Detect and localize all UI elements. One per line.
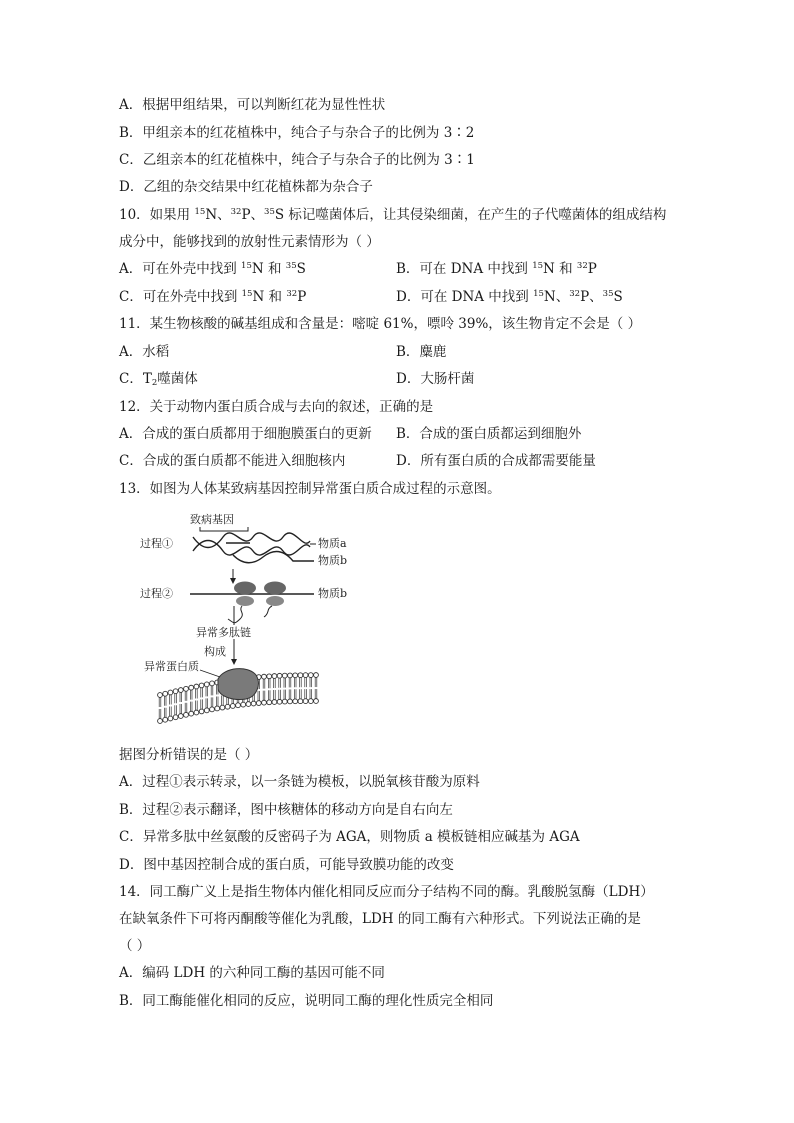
isotope-superscript: 15 [194, 207, 206, 217]
process2-label: 过程② [140, 587, 173, 600]
lipid-head [308, 673, 313, 678]
lipid-head [173, 689, 178, 694]
lipid-head [178, 688, 183, 693]
abnormal-protein-shape [218, 669, 258, 700]
lipid-head [277, 699, 282, 704]
q13-option-b: B．过程②表示翻译，图中核糖体的移动方向是自右向左 [119, 802, 453, 818]
option-text: C．可在外壳中找到 [119, 289, 242, 305]
lipid-head [178, 714, 183, 719]
isotope-superscript: 15 [532, 261, 544, 271]
lipid-head [314, 673, 319, 678]
lipid-head [168, 690, 173, 695]
q9-option-b: B．甲组亲本的红花植株中，纯合子与杂合子的比例为 3∶2 [119, 125, 475, 141]
q11-stem: 11．某生物核酸的碱基组成和含量是：嘧啶 61%，嘌呤 39%，该生物肯定不会是（ ） [119, 316, 642, 332]
option-text: S [613, 289, 623, 305]
lipid-head [277, 673, 282, 678]
lipid-head [194, 710, 199, 715]
q12-stem: 12．关于动物内蛋白质合成与去向的叙述，正确的是 [119, 399, 434, 415]
lipid-head [288, 699, 293, 704]
q10-option-c [119, 288, 306, 306]
gene-label: 致病基因 [190, 513, 234, 526]
lipid-head [303, 673, 308, 678]
option-text: P、 [580, 289, 603, 305]
q10-option-d [396, 288, 623, 306]
lipid-head [293, 699, 298, 704]
lipid-head [236, 703, 241, 708]
substance-b-label-2: 物质b [318, 587, 348, 600]
lipid-head [199, 683, 204, 688]
option-text: C．T [119, 371, 152, 387]
gene-expression-figure [138, 507, 368, 735]
q10-stem-line1 [119, 206, 666, 224]
lipid-head [293, 673, 298, 678]
isotope-superscript: 32 [230, 207, 242, 217]
lipid-head [225, 704, 230, 709]
lipid-head [298, 699, 303, 704]
isotope-superscript: 35 [602, 289, 614, 299]
lipid-head [189, 711, 194, 716]
q10-option-a [119, 260, 306, 278]
option-text: N 和 [251, 261, 286, 277]
lipid-head [272, 700, 277, 705]
q12-option-a: A．合成的蛋白质都用于细胞膜蛋白的更新 [119, 426, 372, 442]
dna-double-helix [193, 533, 310, 555]
q13-option-d: D．图中基因控制合成的蛋白质，可能导致膜功能的改变 [119, 857, 454, 873]
option-text: N 和 [252, 289, 287, 305]
isotope-superscript: 35 [285, 261, 297, 271]
lipid-head [241, 702, 246, 707]
q12-option-b: B．合成的蛋白质都运到细胞外 [396, 426, 582, 442]
substance-a-label: 物质a [318, 537, 347, 550]
arrow-head-icon [230, 578, 236, 584]
isotope-superscript: 15 [241, 261, 252, 271]
lipid-head [308, 699, 313, 704]
lipid-head [230, 704, 235, 709]
lipid-head [199, 709, 204, 714]
q9-option-d: D．乙组的杂交结果中红花植株都为杂合子 [119, 179, 373, 195]
lipid-head [163, 691, 168, 696]
lipid-head [204, 682, 209, 687]
lipid-head [267, 700, 272, 705]
option-text: 噬菌体 [157, 371, 198, 387]
option-text: P [297, 289, 307, 305]
peptide-chain [264, 606, 272, 617]
lipid-head [298, 673, 303, 678]
lipid-head [272, 674, 277, 679]
lipid-head [204, 708, 209, 713]
lipid-head [168, 716, 173, 721]
lipid-head [158, 719, 163, 724]
protein-leader [200, 670, 220, 677]
lipid-head [173, 715, 178, 720]
q14-option-b: B．同工酶能催化相同的反应，说明同工酶的理化性质完全相同 [119, 993, 494, 1009]
lipid-head [262, 700, 267, 705]
lipid-head [303, 699, 308, 704]
q11-option-d: D．大肠杆菌 [396, 371, 475, 387]
lipid-head [267, 674, 272, 679]
lipid-head [215, 706, 220, 711]
q14-stem-line2: 在缺氧条件下可将丙酮酸等催化为乳酸，LDH 的同工酶有六种形式。下列说法正确的是 [119, 911, 641, 927]
option-text: S [296, 261, 306, 277]
isotope-superscript: 32 [569, 289, 581, 299]
mrna-strand [233, 551, 314, 562]
lipid-head [314, 699, 319, 704]
option-text: P [587, 261, 597, 277]
lipid-head [194, 684, 199, 689]
lipid-head [220, 705, 225, 710]
q13-ask: 据图分析错误的是（ ） [119, 747, 259, 763]
peptide-chain [228, 606, 242, 623]
lipid-head [288, 673, 293, 678]
lipid-head [246, 702, 251, 707]
q11-option-a: A．水稻 [119, 344, 170, 360]
abnormal-protein-label: 异常蛋白质 [144, 660, 199, 673]
constitute-label: 构成 [204, 645, 226, 658]
q10-stem-line2: 成分中，能够找到的放射性元素情形为（ ） [119, 234, 380, 250]
lipid-head [210, 681, 215, 686]
isotope-superscript: 15 [533, 289, 544, 299]
q9-option-c: C．乙组亲本的红花植株中，纯合子与杂合子的比例为 3∶1 [119, 152, 475, 168]
lipid-head [262, 674, 267, 679]
lipid-head [210, 707, 215, 712]
isotope-superscript: 32 [286, 289, 298, 299]
option-text: N、 [543, 289, 570, 305]
gene-bracket [200, 527, 248, 531]
lipid-head [189, 685, 194, 690]
q14-stem-line3: （ ） [119, 938, 151, 954]
q10-stem-text: S 标记噬菌体后，让其侵染细菌，在产生的子代噬菌体的组成结构 [274, 207, 667, 223]
arrow-head-icon [231, 659, 237, 665]
option-text: A．可在外壳中找到 [119, 261, 242, 277]
isotope-superscript: 32 [576, 261, 588, 271]
q12-option-c: C．合成的蛋白质都不能进入细胞核内 [119, 453, 346, 469]
subscript: 2 [151, 378, 158, 388]
q10-stem-text: N、 [205, 207, 231, 223]
lipid-head [282, 699, 287, 704]
q13-option-a: A．过程①表示转录，以一条链为模板，以脱氧核苷酸为原料 [119, 774, 480, 790]
option-text: D．可在 DNA 中找到 [396, 289, 534, 305]
lipid-head [282, 673, 287, 678]
lipid-head [251, 701, 256, 706]
lipid-head [256, 701, 261, 706]
lipid-head [163, 717, 168, 722]
q11-option-c [119, 370, 198, 388]
q13-stem: 13．如图为人体某致病基因控制异常蛋白质合成过程的示意图。 [119, 481, 501, 497]
q10-option-b [396, 260, 597, 278]
isotope-superscript: 15 [241, 289, 253, 299]
substance-b-label-1: 物质b [318, 554, 348, 567]
q13-option-c: C．异常多肽中丝氨酸的反密码子为 AGA，则物质 a 模板链相应碱基为 AGA [119, 829, 580, 845]
process1-label: 过程① [140, 537, 173, 550]
isotope-superscript: 35 [264, 207, 275, 217]
q9-option-a: A．根据甲组结果，可以判断红花为显性性状 [119, 97, 386, 113]
q11-option-b: B．麋鹿 [396, 344, 447, 360]
lipid-head [184, 686, 189, 691]
lipid-head [184, 712, 189, 717]
option-text: N 和 [543, 261, 577, 277]
q14-stem-line1: 14．同工酶广义上是指生物体内催化相同反应而分子结构不同的酶。乳酸脱氢酶（LDH） [119, 884, 654, 900]
q14-option-a: A．编码 LDH 的六种同工酶的基因可能不同 [119, 965, 385, 981]
q10-stem-text: P、 [241, 207, 265, 223]
q10-stem-text: 10．如果用 [119, 207, 195, 223]
option-text: B．可在 DNA 中找到 [396, 261, 533, 277]
abnormal-peptide-label: 异常多肽链 [196, 626, 251, 639]
lipid-head [158, 693, 163, 698]
q12-option-d: D．所有蛋白质的合成都需要能量 [396, 453, 596, 469]
